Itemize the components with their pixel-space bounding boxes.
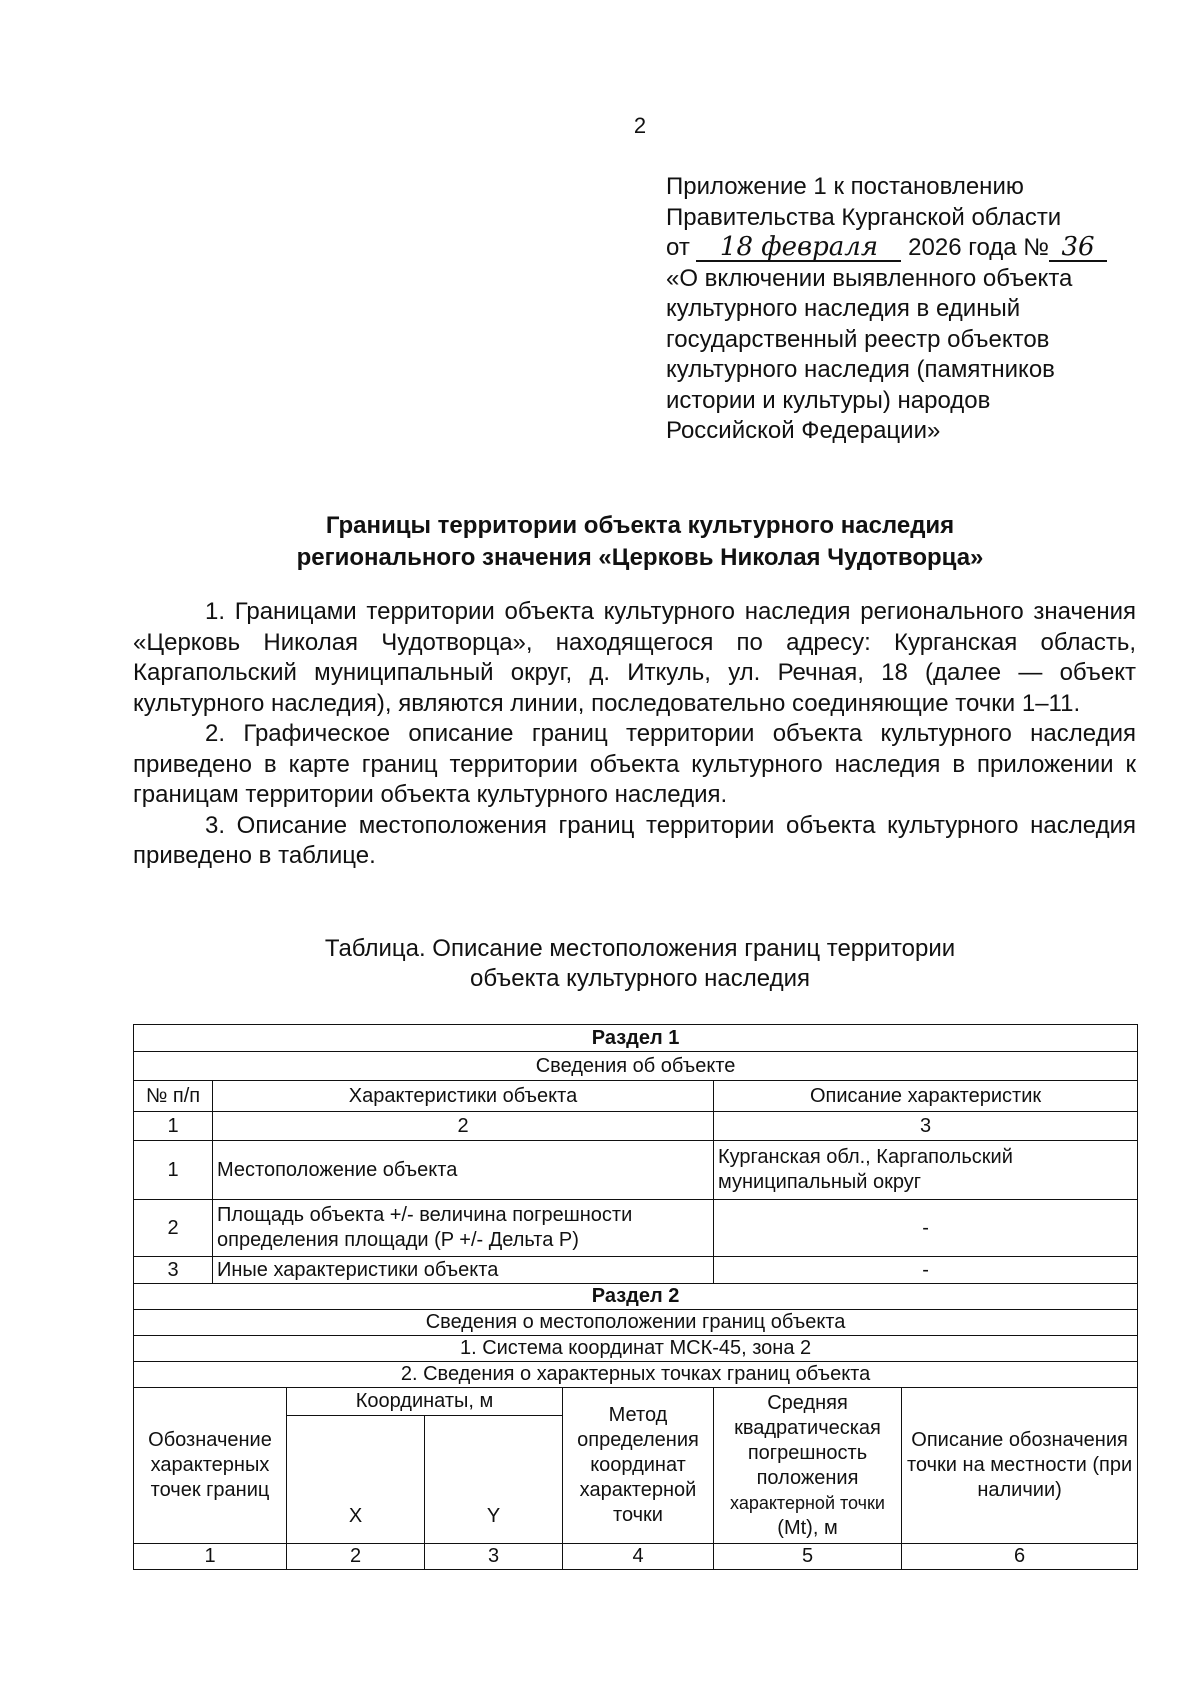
appendix-line-2: Правительства Курганской области [666,203,1062,231]
section-1-heading: Раздел 1 [134,1025,1138,1052]
from-label: от [666,234,690,261]
bottom-number-6: 6 [902,1544,1138,1570]
appendix-title-line-2: культурного наследия в единый [666,295,1021,322]
document-title [120,510,1160,574]
table-row [134,1200,1138,1257]
appendix-title-line-6: Российской Федерации» [666,417,941,444]
bottom-number-4: 4 [563,1544,714,1570]
bottom-number-1: 1 [134,1544,287,1570]
table-row [134,1257,1138,1284]
document-title-line-2: регионального значения «Церковь Николая Чудотворца» [296,544,984,571]
row-3-characteristic: Иные характеристики объекта [213,1257,714,1284]
header-mean-error-main: Средняя квадратическая погрешность положения [734,1391,881,1489]
bottom-number-3: 3 [425,1544,563,1570]
page-number: 2 [633,113,647,138]
paragraph-3: 3. Описание местоположения границ территории объекта культурного наследия приведено в таблице. [133,811,1136,869]
table-row [134,1025,1138,1052]
appendix-title-line-5: истории и культуры) народов [666,386,991,414]
coord-system-heading: 1. Система координат МСК-45, зона 2 [134,1336,1138,1362]
appendix-title-line-1: «О включении выявленного объекта [666,264,1073,292]
col-number-1: 1 [134,1112,213,1141]
bottom-number-2: 2 [287,1544,425,1570]
row-1-num: 1 [134,1141,213,1200]
table-row [134,1336,1138,1362]
body-text [133,597,1136,872]
header-y: Y [425,1416,563,1544]
table-row [134,1141,1138,1200]
paragraph-2: 2. Графическое описание границ территории объекта культурного наследия приведено в карте границ территории объекта культурного наследия в приложении к границам территории объекта культурного наследия. [133,720,1136,808]
appendix-title-line-4: культурного наследия (памятников [666,356,1055,383]
appendix-header [666,172,1136,447]
appendix-title-line-3: государственный реестр объектов [666,325,1050,353]
header-x: X [287,1416,425,1544]
header-coordinates: Координаты, м [287,1388,563,1416]
col-header-num: № п/п [134,1081,213,1112]
bottom-number-5: 5 [714,1544,902,1570]
object-info-heading: Сведения об объекте [134,1052,1138,1081]
table-row [134,1544,1138,1570]
row-2-num: 2 [134,1200,213,1257]
col-header-characteristics: Характеристики объекта [213,1081,714,1112]
header-point-description: Описание обозначения точки на местности (при наличии) [902,1388,1138,1544]
year-text: 2026 года № [908,234,1050,261]
header-mean-error-small: характерной точки [730,1492,885,1513]
boundary-table [133,1024,1138,1570]
table-caption [120,934,1160,994]
table-row [134,1112,1138,1141]
appendix-date-line [666,233,1136,264]
header-point-designation: Обозначение характерных точек границ [134,1388,287,1544]
row-1-characteristic: Местоположение объекта [213,1141,714,1200]
col-header-description: Описание характеристик [714,1081,1138,1112]
location-info-heading: Сведения о местоположении границ объекта [134,1310,1138,1336]
table-row [134,1388,1138,1416]
row-3-num: 3 [134,1257,213,1284]
appendix-line-1: Приложение 1 к постановлению [666,173,1024,200]
table-row [134,1362,1138,1388]
table-row [134,1052,1138,1081]
table-row [134,1284,1138,1310]
col-number-3: 3 [714,1112,1138,1141]
paragraph-1: 1. Границами территории объекта культурного наследия регионального значения «Церковь Николая Чудотворца», находящегося по адресу: Курганская область, Каргапольский муниципальный округ, д. Иткуль, ул. Речная, 18 (далее — объект культурного наследия), являются линии, последовательно соединяющие точки 1–11. [133,598,1136,717]
row-2-description: - [714,1200,1138,1257]
handwritten-number: 36 [1049,234,1107,262]
document-title-line-1: Границы территории объекта культурного наследия [325,512,955,539]
header-method: Метод определения координат характерной точки [563,1388,714,1544]
row-3-description: - [714,1257,1138,1284]
col-number-2: 2 [213,1112,714,1141]
section-2-heading: Раздел 2 [134,1284,1138,1310]
header-mean-error-unit: (Mt), м [777,1516,838,1539]
table-row [134,1310,1138,1336]
points-info-heading: 2. Сведения о характерных точках границ объекта [134,1362,1138,1388]
row-2-characteristic: Площадь объекта +/- величина погрешности определения площади (P +/- Дельта P) [213,1200,714,1257]
row-1-description: Курганская обл., Каргапольский муниципальный округ [714,1141,1138,1200]
table-row [134,1081,1138,1112]
handwritten-date: 18 февраля [696,234,901,262]
header-mean-error [714,1388,902,1544]
table-caption-line-2: объекта культурного наследия [469,965,811,992]
table-caption-line-1: Таблица. Описание местоположения границ территории [324,935,956,962]
